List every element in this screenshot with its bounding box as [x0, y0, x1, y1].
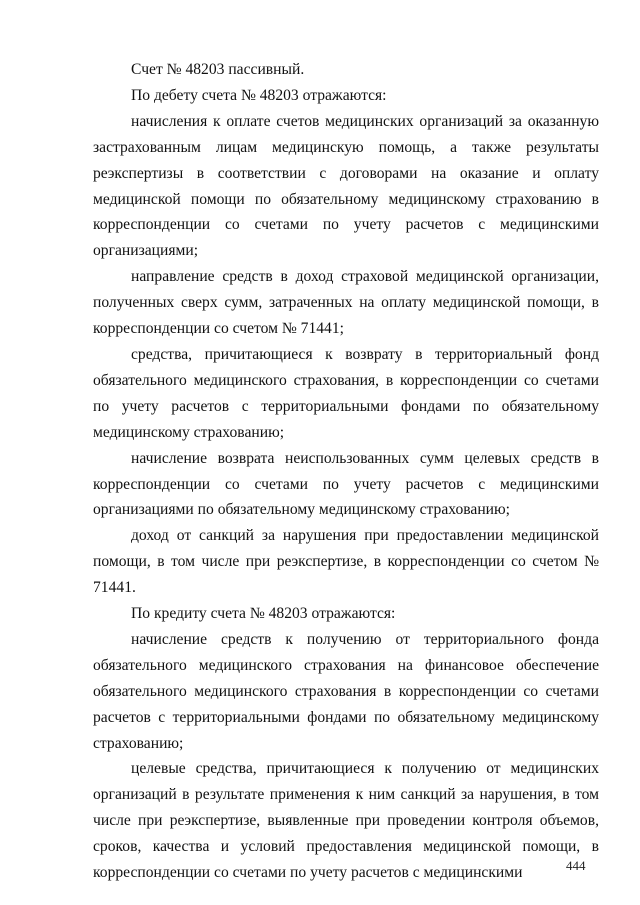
account-title: Счет № 48203 пассивный. — [131, 61, 305, 78]
debit-item-5: доход от санкций за нарушения при предоставлении медицинской помощи, в том числе при реэкспертизе, в корреспонденции со счетом № 71441. — [93, 527, 599, 597]
credit-heading: По кредиту счета № 48203 отражаются: — [131, 605, 396, 623]
page-number: 444 — [566, 858, 586, 873]
debit-item-4: начисление возврата неиспользованных сумм целевых средств в корреспонденции со счетами по учету расчетов с медицинскими организациями по обязательному медицинскому страхованию; — [93, 449, 599, 519]
debit-item-2: направление средств в доход страховой медицинской организации, полученных сверх сумм, затраченных на оплату медицинской помощи, в корреспонденции со счетом № 71441; — [93, 268, 599, 338]
credit-item-1: начисление средств к получению от территориального фонда обязательного медицинского страхования на финансовое обеспечение обязательного медицинского страхования в корреспонденции со счетами расчетов с территориальными фондами по обязательному медицинскому страхованию; — [93, 630, 599, 752]
debit-heading: По дебету счета № 48203 отражаются: — [131, 86, 387, 104]
credit-item-2: целевые средства, причитающиеся к получению от медицинских организаций в результате применения к ним санкций за нарушения, в том числе при реэкспертизе, выявленные при проведении контроля объемов, сроков, качества и условий предоставления медицинской помощи, в корреспонденции со счетами по учету расчетов с медицинскими — [93, 760, 599, 882]
debit-item-3: средства, причитающиеся к возврату в территориальный фонд обязательного медицинского страхования, в корреспонденции со счетами по учету расчетов с территориальными фондами по обязательному медицинскому страхованию; — [93, 345, 599, 441]
debit-item-1: начисления к оплате счетов медицинских организаций за оказанную застрахованным лицам медицинскую помощь, а также результаты реэкспертизы в соответствии с договорами на оказание и оплату медицинской помощи по обязательному медицинскому страхованию в корреспонденции со счетами по учету расчетов с медицинскими организациями; — [93, 112, 599, 260]
document-page — [93, 57, 599, 886]
